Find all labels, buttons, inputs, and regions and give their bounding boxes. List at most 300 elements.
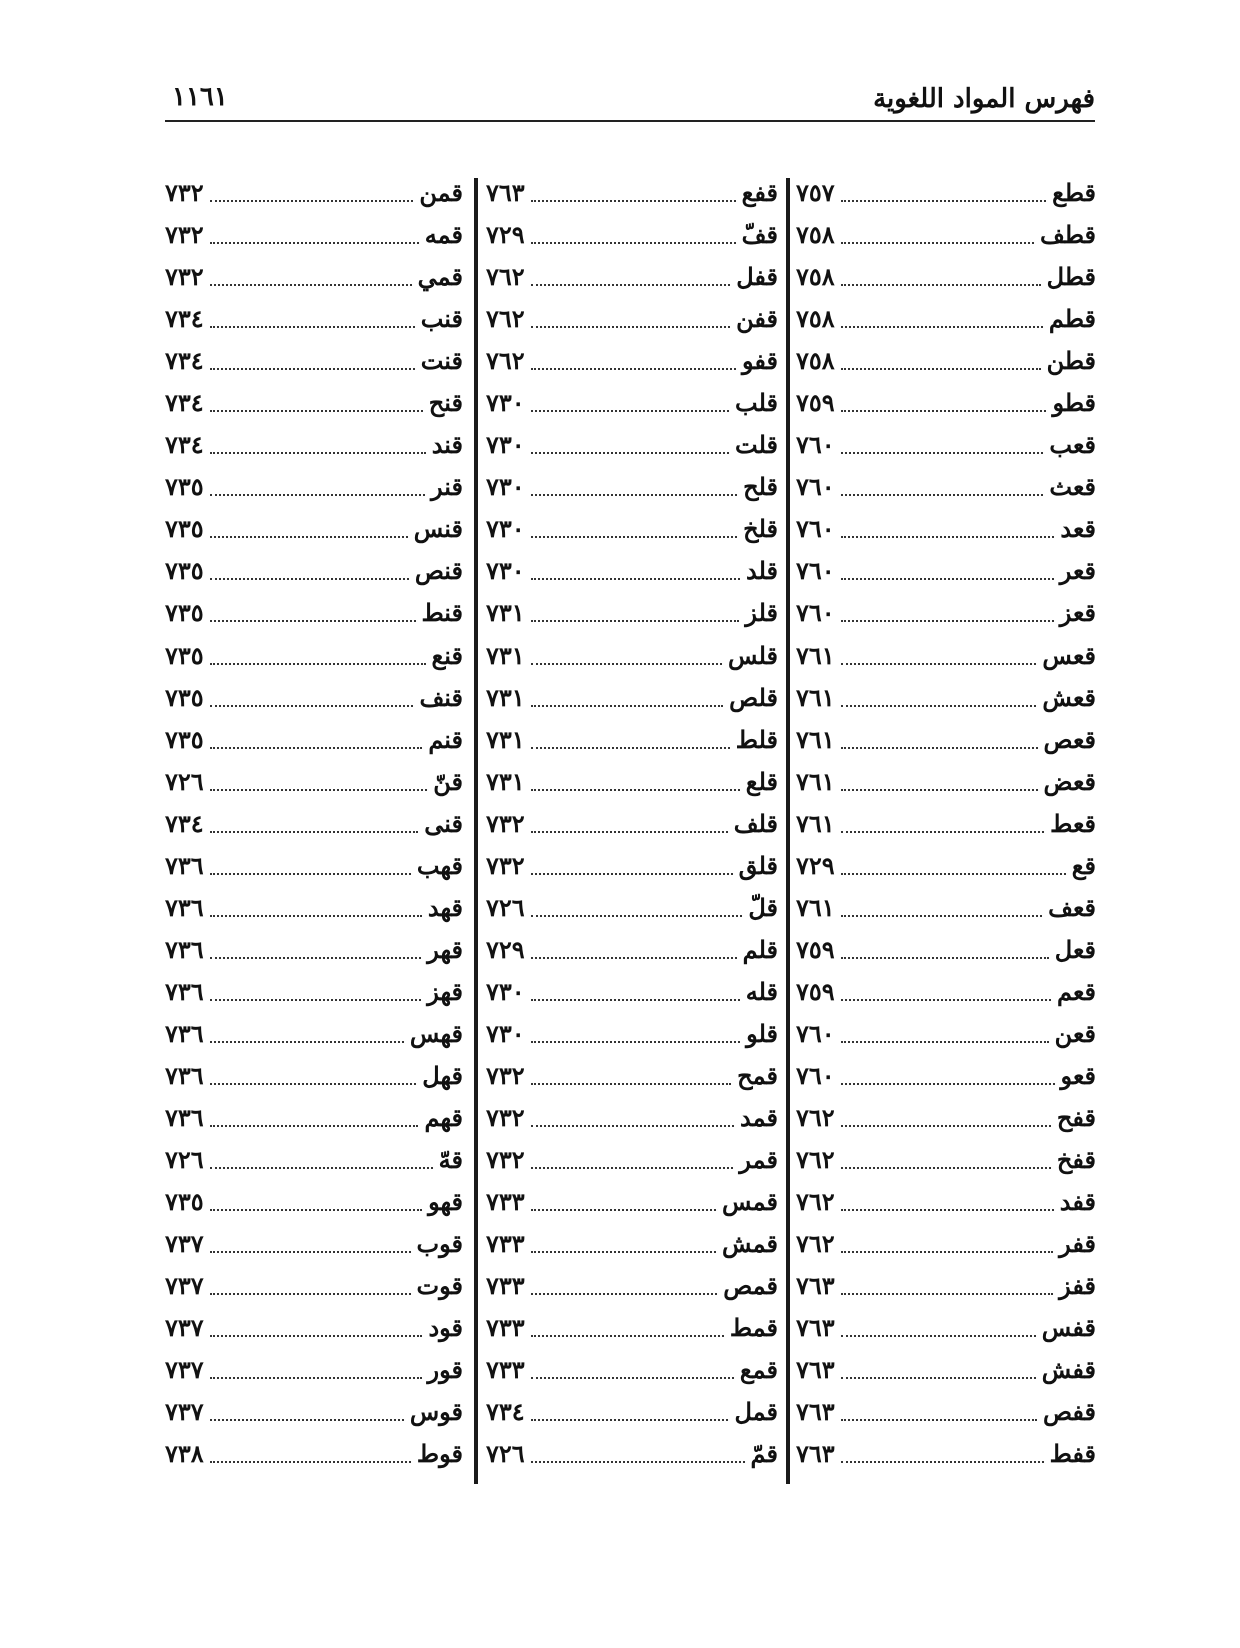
entry-root: قطم — [1048, 304, 1096, 334]
entry-root: قهس — [409, 1018, 463, 1048]
entry-page-number: ٧٣٤ — [486, 1397, 525, 1427]
entry-page-number: ٧٣٢ — [486, 1103, 525, 1133]
index-entry — [486, 172, 778, 214]
index-entry — [796, 1181, 1096, 1223]
dot-leader — [841, 410, 1047, 412]
entry-page-number: ٧٦٣ — [796, 1439, 835, 1469]
entry-root: قطن — [1046, 346, 1096, 376]
entry-root: قطو — [1052, 388, 1096, 418]
entry-root: قلت — [735, 430, 778, 460]
entry-page-number: ٧٣١ — [486, 682, 525, 712]
entry-root: قفط — [1049, 1439, 1096, 1469]
entry-root: قلع — [745, 766, 778, 796]
entry-page-number: ٧٣٥ — [165, 472, 204, 502]
entry-page-number: ٧٦١ — [796, 808, 835, 838]
entry-page-number: ٧٣٥ — [165, 640, 204, 670]
entry-root: قنم — [428, 724, 463, 754]
entry-root: قعد — [1060, 514, 1096, 544]
entry-root: قعط — [1050, 808, 1096, 838]
entry-page-number: ٧٦٢ — [796, 1187, 835, 1217]
entry-root: قنّ — [433, 766, 463, 796]
entry-root: قمن — [419, 178, 463, 208]
dot-leader — [531, 1083, 731, 1085]
entry-page-number: ٧٦٢ — [486, 262, 525, 292]
index-column-right — [796, 172, 1096, 1475]
entry-page-number: ٧٣٣ — [486, 1271, 525, 1301]
entry-root: قع — [1071, 850, 1096, 880]
index-entry — [486, 929, 778, 971]
entry-root: قعر — [1059, 556, 1096, 586]
index-entry — [796, 592, 1096, 634]
dot-leader — [210, 1377, 422, 1379]
entry-page-number: ٧٣١ — [486, 640, 525, 670]
dot-leader — [841, 578, 1054, 580]
entry-root: قود — [428, 1313, 463, 1343]
index-entry — [165, 424, 463, 466]
entry-root: قهل — [422, 1061, 463, 1090]
index-entry — [486, 887, 778, 929]
entry-page-number: ٧٣٦ — [165, 850, 204, 880]
entry-root: قنب — [420, 304, 463, 334]
entry-page-number: ٧٣٠ — [486, 1018, 525, 1048]
entry-root: قهّ — [438, 1145, 463, 1175]
dot-leader — [531, 1209, 716, 1211]
entry-root: قمد — [740, 1103, 778, 1133]
dot-leader — [210, 1041, 404, 1043]
dot-leader — [841, 663, 1037, 665]
dot-leader — [841, 957, 1049, 959]
entry-page-number: ٧٣١ — [486, 724, 525, 754]
index-entry — [486, 1307, 778, 1349]
entry-page-number: ٧٣١ — [486, 766, 525, 796]
index-entry — [796, 1433, 1096, 1475]
index-entry — [796, 803, 1096, 845]
dot-leader — [531, 326, 730, 328]
index-entry — [165, 1223, 463, 1265]
dot-leader — [841, 536, 1055, 538]
index-entry — [486, 1055, 778, 1097]
dot-leader — [841, 284, 1041, 286]
entry-root: قهم — [424, 1103, 463, 1133]
dot-leader — [531, 1167, 734, 1169]
index-entry — [165, 971, 463, 1013]
index-entry — [486, 719, 778, 761]
entry-root: قمس — [722, 1187, 778, 1217]
entry-root: قوب — [416, 1229, 463, 1259]
entry-page-number: ٧٦٠ — [796, 1061, 835, 1090]
entry-page-number: ٧٣٦ — [165, 976, 204, 1006]
index-entry — [486, 340, 778, 382]
dot-leader — [531, 1461, 745, 1463]
index-entry — [796, 466, 1096, 508]
entry-page-number: ٧٣٤ — [165, 304, 204, 334]
entry-root: قنف — [419, 682, 463, 712]
index-entry — [796, 719, 1096, 761]
entry-root: قمي — [417, 262, 463, 292]
dot-leader — [841, 1167, 1051, 1169]
entry-root: قفو — [741, 346, 778, 376]
entry-root: قلد — [745, 556, 778, 586]
dot-leader — [210, 1167, 433, 1169]
entry-page-number: ٧٣١ — [486, 598, 525, 628]
index-entry — [165, 845, 463, 887]
index-entry — [486, 971, 778, 1013]
index-entry — [165, 1013, 463, 1055]
entry-page-number: ٧٣٢ — [486, 1145, 525, 1175]
entry-root: قلف — [733, 808, 778, 838]
entry-page-number: ٧٣٦ — [165, 1061, 204, 1090]
entry-root: قوس — [409, 1397, 463, 1427]
dot-leader — [531, 831, 728, 833]
dot-leader — [841, 1209, 1054, 1211]
index-entry — [165, 1433, 463, 1475]
entry-page-number: ٧٦٣ — [796, 1355, 835, 1385]
entry-root: قعن — [1054, 1018, 1096, 1048]
index-entry — [486, 508, 778, 550]
dot-leader — [210, 620, 416, 622]
dot-leader — [531, 1293, 718, 1295]
dot-leader — [531, 578, 740, 580]
entry-root: قفخ — [1056, 1145, 1096, 1175]
index-entry — [486, 256, 778, 298]
dot-leader — [531, 536, 737, 538]
dot-leader — [841, 494, 1044, 496]
dot-leader — [210, 368, 415, 370]
dot-leader — [531, 410, 729, 412]
entry-root: قهد — [427, 892, 463, 922]
entry-root: قهر — [427, 934, 463, 964]
entry-root: قعو — [1060, 1061, 1096, 1090]
entry-root: قنى — [424, 808, 463, 838]
entry-root: قمص — [723, 1271, 778, 1301]
index-entry — [165, 592, 463, 634]
dot-leader — [841, 1125, 1051, 1127]
entry-root: قعث — [1049, 472, 1096, 502]
entry-page-number: ٧٢٩ — [486, 934, 525, 964]
entry-root: قنص — [414, 556, 463, 586]
index-entry — [486, 214, 778, 256]
index-entry — [165, 719, 463, 761]
index-entry — [486, 550, 778, 592]
dot-leader — [210, 1083, 417, 1085]
entry-page-number: ٧٣٧ — [165, 1397, 204, 1427]
entry-root: قفش — [1041, 1355, 1096, 1385]
index-entry — [165, 466, 463, 508]
index-entry — [165, 1181, 463, 1223]
dot-leader — [531, 1419, 729, 1421]
index-entry — [165, 677, 463, 719]
entry-root: قلط — [735, 724, 778, 754]
dot-leader — [531, 242, 736, 244]
index-entry — [165, 635, 463, 677]
index-entry — [796, 1013, 1096, 1055]
entry-page-number: ٧٥٨ — [796, 220, 835, 250]
entry-root: قمح — [737, 1061, 778, 1090]
dot-leader — [841, 1377, 1036, 1379]
entry-page-number: ٧٣٤ — [165, 346, 204, 376]
index-entry — [796, 256, 1096, 298]
dot-leader — [210, 242, 419, 244]
index-column-middle — [486, 172, 778, 1475]
entry-root: قفن — [736, 304, 778, 334]
dot-leader — [841, 326, 1043, 328]
entry-root: قلس — [727, 640, 778, 670]
entry-page-number: ٧٣٣ — [486, 1229, 525, 1259]
entry-page-number: ٧٣٢ — [165, 262, 204, 292]
dot-leader — [841, 747, 1038, 749]
index-entry — [796, 424, 1096, 466]
dot-leader — [841, 1461, 1044, 1463]
entry-page-number: ٧٦٢ — [796, 1145, 835, 1175]
entry-root: قعص — [1043, 724, 1096, 754]
entry-root: قنط — [421, 598, 463, 628]
entry-page-number: ٧٣٣ — [486, 1313, 525, 1343]
entry-page-number: ٧٦١ — [796, 766, 835, 796]
entry-page-number: ٧٣٤ — [165, 388, 204, 418]
dot-leader — [531, 747, 730, 749]
entry-page-number: ٧٣٥ — [165, 556, 204, 586]
entry-root: قلم — [742, 934, 778, 964]
entry-page-number: ٧٦٣ — [796, 1397, 835, 1427]
index-entry — [486, 466, 778, 508]
dot-leader — [210, 1209, 422, 1211]
entry-root: قلق — [738, 850, 778, 880]
entry-page-number: ٧٣٥ — [165, 724, 204, 754]
entry-root: قفّ — [741, 220, 778, 250]
header-rule — [165, 120, 1095, 122]
index-entry — [165, 298, 463, 340]
entry-page-number: ٧٣٣ — [486, 1187, 525, 1217]
page-number: ١١٦١ — [172, 82, 228, 112]
index-entry — [796, 887, 1096, 929]
entry-root: قمّ — [750, 1439, 778, 1469]
index-entry — [486, 424, 778, 466]
dot-leader — [210, 789, 428, 791]
index-entry — [796, 1139, 1096, 1181]
index-column-left — [165, 172, 463, 1475]
entry-page-number: ٧٦٠ — [796, 514, 835, 544]
index-entry — [796, 1391, 1096, 1433]
entry-root: قمش — [722, 1229, 778, 1259]
entry-page-number: ٧٢٦ — [486, 892, 525, 922]
dot-leader — [531, 957, 737, 959]
dot-leader — [841, 999, 1051, 1001]
entry-root: قلخ — [743, 514, 778, 544]
dot-leader — [841, 1251, 1053, 1253]
index-entry — [165, 1349, 463, 1391]
entry-page-number: ٧٦٢ — [796, 1103, 835, 1133]
dot-leader — [531, 663, 722, 665]
entry-page-number: ٧٥٧ — [796, 178, 835, 208]
entry-root: قلّ — [748, 892, 778, 922]
index-entry — [796, 929, 1096, 971]
dot-leader — [210, 915, 422, 917]
dot-leader — [841, 368, 1041, 370]
index-entry — [486, 845, 778, 887]
index-entry — [486, 298, 778, 340]
index-entry — [796, 1223, 1096, 1265]
dot-leader — [210, 999, 422, 1001]
entry-root: قفس — [1041, 1313, 1096, 1343]
entry-page-number: ٧٢٦ — [486, 1439, 525, 1469]
dot-leader — [531, 873, 733, 875]
dot-leader — [531, 452, 729, 454]
index-entry — [165, 887, 463, 929]
index-entry — [165, 761, 463, 803]
dot-leader — [210, 957, 422, 959]
dot-leader — [210, 1461, 411, 1463]
entry-page-number: ٧٣٤ — [165, 808, 204, 838]
entry-root: قفز — [1059, 1271, 1096, 1301]
index-entry — [165, 1391, 463, 1433]
index-entry — [486, 1097, 778, 1139]
dot-leader — [841, 200, 1046, 202]
dot-leader — [210, 663, 426, 665]
dot-leader — [841, 242, 1034, 244]
index-entry — [165, 508, 463, 550]
entry-root: قعش — [1042, 682, 1096, 712]
entry-root: قفل — [736, 262, 778, 292]
entry-page-number: ٧٣٦ — [165, 892, 204, 922]
entry-page-number: ٧٦٣ — [796, 1271, 835, 1301]
index-entry — [796, 1265, 1096, 1307]
entry-root: قفد — [1059, 1187, 1096, 1217]
dot-leader — [531, 1335, 724, 1337]
entry-root: قله — [745, 976, 778, 1006]
dot-leader — [531, 494, 737, 496]
dot-leader — [531, 1125, 734, 1127]
dot-leader — [210, 1125, 419, 1127]
index-entry — [486, 803, 778, 845]
dot-leader — [841, 452, 1044, 454]
dot-leader — [841, 1419, 1037, 1421]
dot-leader — [531, 620, 740, 622]
index-entry — [486, 1349, 778, 1391]
entry-root: قلب — [735, 388, 778, 418]
index-entry — [796, 340, 1096, 382]
index-entry — [486, 677, 778, 719]
dot-leader — [531, 915, 743, 917]
dot-leader — [210, 1335, 423, 1337]
index-entry — [165, 550, 463, 592]
index-entry — [165, 1307, 463, 1349]
entry-page-number: ٧٦٢ — [486, 346, 525, 376]
entry-page-number: ٧٦٠ — [796, 556, 835, 586]
entry-page-number: ٧٣٧ — [165, 1313, 204, 1343]
dot-leader — [210, 831, 419, 833]
entry-root: قلص — [729, 682, 778, 712]
entry-page-number: ٧٣٠ — [486, 472, 525, 502]
entry-root: قنر — [431, 472, 463, 502]
entry-root: قفر — [1059, 1229, 1096, 1259]
entry-page-number: ٧٣٢ — [486, 850, 525, 880]
dot-leader — [531, 1251, 716, 1253]
index-entry — [165, 1055, 463, 1097]
entry-root: قفح — [1056, 1103, 1096, 1133]
dot-leader — [531, 1041, 741, 1043]
index-entry — [165, 340, 463, 382]
entry-page-number: ٧٣٢ — [486, 1061, 525, 1090]
column-divider-right — [786, 178, 790, 1484]
entry-page-number: ٧٣٦ — [165, 1103, 204, 1133]
entry-root: قعض — [1043, 766, 1096, 796]
entry-page-number: ٧٥٨ — [796, 346, 835, 376]
dot-leader — [531, 1377, 734, 1379]
index-entry — [796, 508, 1096, 550]
entry-page-number: ٧٣٢ — [165, 220, 204, 250]
dot-leader — [210, 873, 411, 875]
index-entry — [486, 1139, 778, 1181]
entry-root: قنس — [413, 514, 463, 544]
dot-leader — [531, 284, 731, 286]
index-entry — [486, 635, 778, 677]
entry-root: قطل — [1046, 262, 1096, 292]
entry-page-number: ٧٦٠ — [796, 472, 835, 502]
entry-root: قطف — [1039, 220, 1096, 250]
index-entry — [796, 761, 1096, 803]
entry-root: قور — [427, 1355, 463, 1385]
dot-leader — [841, 1335, 1036, 1337]
entry-page-number: ٧٥٩ — [796, 934, 835, 964]
entry-root: قمع — [739, 1355, 778, 1385]
dot-leader — [210, 452, 426, 454]
entry-root: قمه — [424, 220, 463, 250]
index-entry — [796, 382, 1096, 424]
dot-leader — [210, 1293, 411, 1295]
entry-root: قهز — [427, 976, 463, 1006]
entry-page-number: ٧٦٠ — [796, 598, 835, 628]
index-entry — [796, 172, 1096, 214]
entry-root: قعف — [1048, 892, 1096, 922]
entry-page-number: ٧٦٠ — [796, 1018, 835, 1048]
index-entry — [165, 172, 463, 214]
dot-leader — [210, 326, 415, 328]
entry-page-number: ٧٣٣ — [486, 1355, 525, 1385]
index-entry — [796, 1349, 1096, 1391]
entry-page-number: ٧٥٩ — [796, 976, 835, 1006]
entry-root: قلو — [746, 1018, 778, 1048]
dot-leader — [841, 831, 1044, 833]
dot-leader — [210, 284, 412, 286]
dot-leader — [210, 1419, 404, 1421]
index-entry — [486, 1223, 778, 1265]
entry-root: قهو — [428, 1187, 463, 1217]
entry-page-number: ٧٣٧ — [165, 1271, 204, 1301]
dot-leader — [210, 747, 423, 749]
entry-page-number: ٧٣٢ — [165, 178, 204, 208]
dot-leader — [210, 578, 409, 580]
index-entry — [486, 761, 778, 803]
index-entry — [486, 1265, 778, 1307]
index-entry — [796, 1097, 1096, 1139]
entry-root: قنت — [420, 346, 463, 376]
entry-root: قنح — [428, 388, 463, 418]
dot-leader — [210, 200, 414, 202]
index-entry — [796, 971, 1096, 1013]
dot-leader — [531, 999, 740, 1001]
dot-leader — [841, 705, 1037, 707]
entry-root: قعل — [1054, 934, 1096, 964]
entry-page-number: ٧٣٧ — [165, 1355, 204, 1385]
entry-page-number: ٧٦١ — [796, 640, 835, 670]
entry-page-number: ٧٢٦ — [165, 1145, 204, 1175]
index-entry — [796, 845, 1096, 887]
index-entry — [165, 256, 463, 298]
dot-leader — [841, 1041, 1049, 1043]
entry-page-number: ٧٦٢ — [796, 1229, 835, 1259]
entry-page-number: ٧٦٢ — [486, 304, 525, 334]
entry-page-number: ٧٣٨ — [165, 1439, 204, 1469]
